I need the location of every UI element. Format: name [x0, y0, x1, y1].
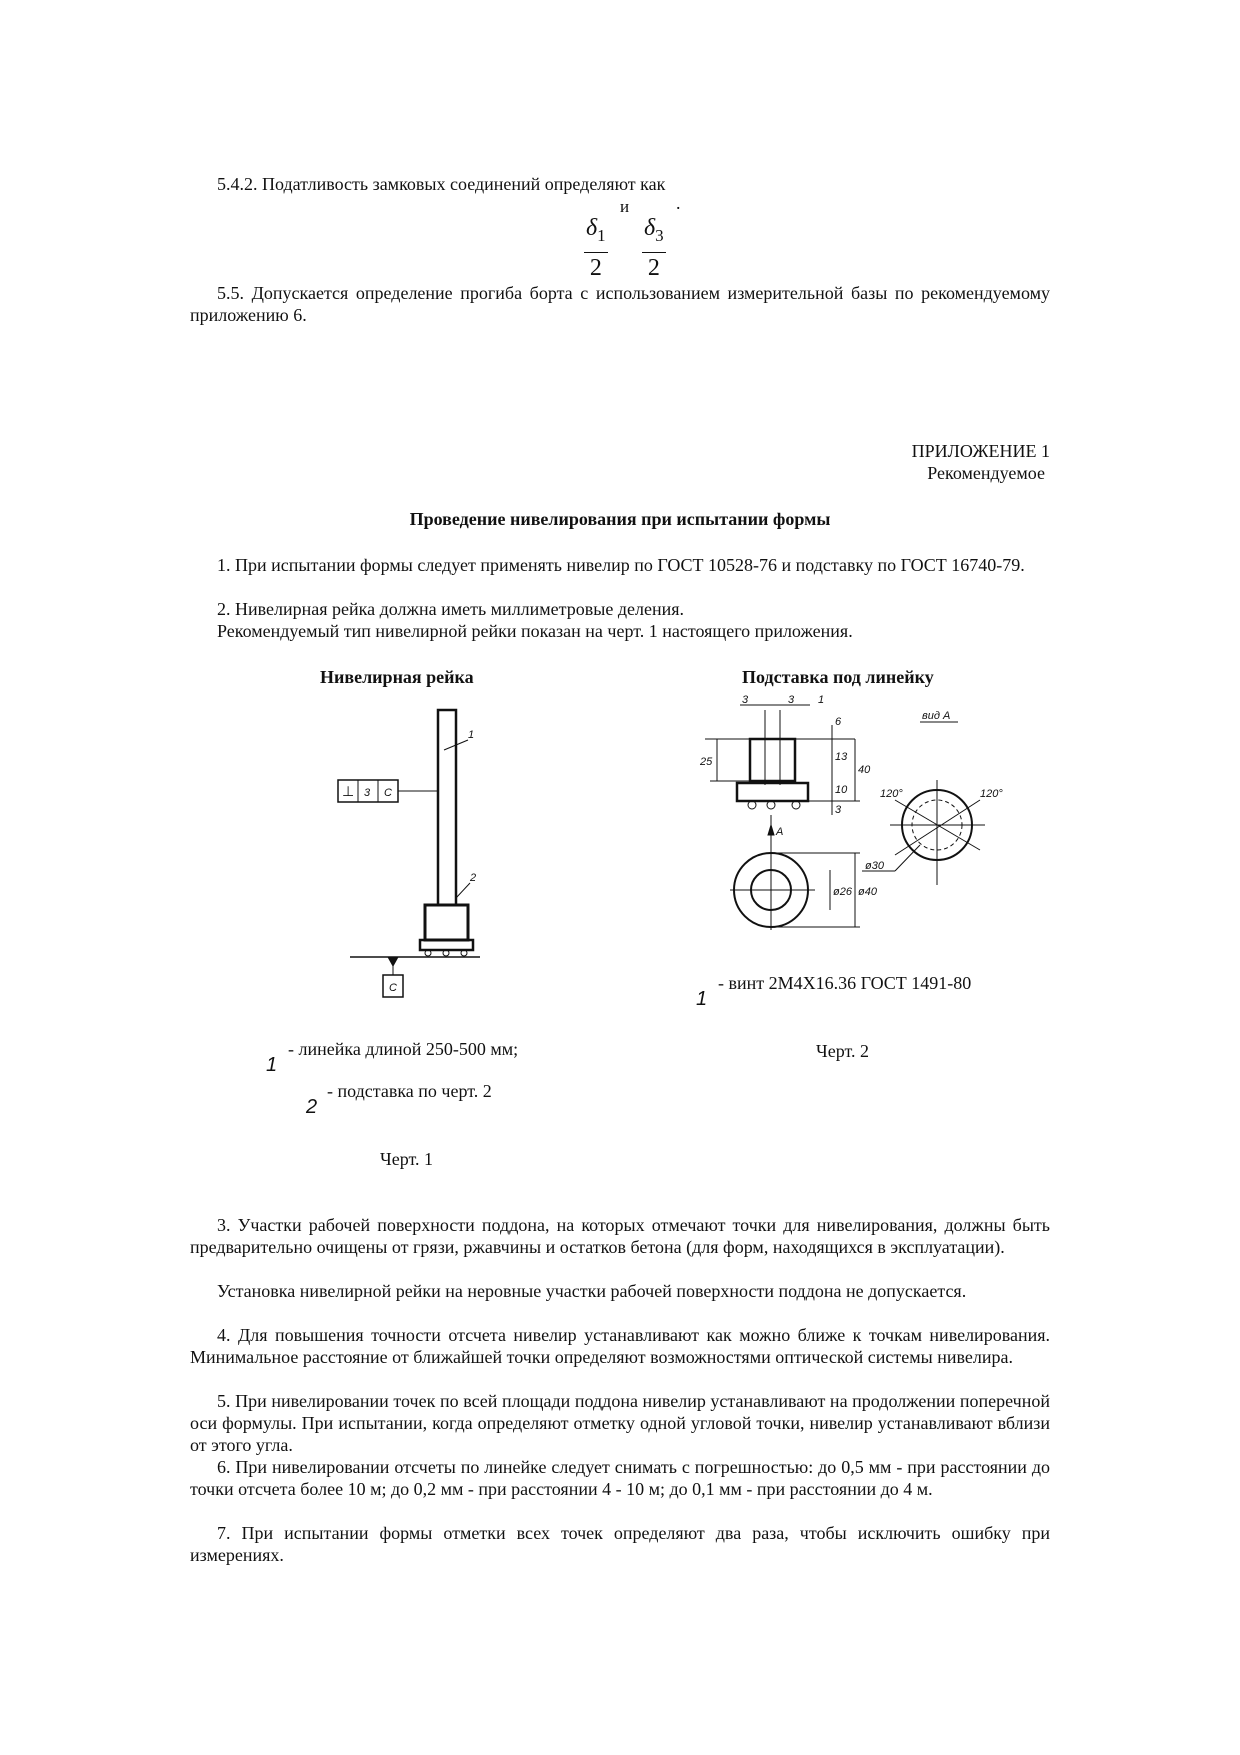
item-4: 4. Для повышения точности отсчета нивелир устанавливают как можно ближе к точкам нивелирования. Минимальное расстояние от ближайшей точки определяют возможностями оптической системы нивелира. — [190, 1325, 1050, 1367]
fig1-caption: Черт. 1 — [380, 1149, 433, 1169]
fig1-legend-1: - линейка длиной 250-500 мм; — [288, 1039, 519, 1059]
appendix-title: ПРИЛОЖЕНИЕ 1 — [911, 441, 1050, 461]
fig1-title: Нивелирная рейка — [320, 667, 474, 687]
item-1: 1. При испытании формы следует применять нивелир по ГОСТ 10528-76 и подставку по ГОСТ 16740-79. — [217, 555, 1025, 575]
svg-text:13: 13 — [835, 751, 848, 763]
fig1-legend-2-num: 2 — [306, 1096, 318, 1118]
svg-text:ø30: ø30 — [865, 860, 884, 872]
svg-text:3: 3 — [835, 804, 842, 816]
formula-fraction-3: $\frac{\delta_3}{2}$ — [644, 215, 664, 281]
item-7: 7. При испытании формы отметки всех точек определяют два раза, чтобы исключить ошибку при измерениях. — [190, 1523, 1050, 1565]
stand-shape — [425, 905, 468, 940]
fig1-legend-2: - подставка по черт. 2 — [327, 1081, 492, 1101]
label-1: 1 — [468, 729, 475, 741]
svg-text:120°: 120° — [980, 788, 1003, 800]
paragraph-5-5: 5.5. Допускается определение прогиба борта с использованием измерительной базы по рекомендуемому приложению 6. — [190, 283, 1050, 325]
fig2-legend-num: 1 — [696, 988, 708, 1010]
svg-text:25: 25 — [700, 756, 713, 768]
item-5: 5. При нивелировании точек по всей площади поддона нивелир устанавливают на продолжении поперечной оси формулы. При испытании, когда определяют отметку одной угловой точки, нивелир устанавливают вблизи от этого угла. — [190, 1391, 1050, 1455]
svg-text:40: 40 — [858, 764, 871, 776]
svg-text:ø26: ø26 — [833, 886, 852, 898]
formula-period: . — [676, 193, 681, 213]
fig2-legend: - винт 2М4Х16.36 ГОСТ 1491-80 — [718, 973, 972, 993]
appendix-heading: Проведение нивелирования при испытании формы — [409, 509, 831, 529]
fig1-drawing — [330, 700, 500, 1010]
appendix-status: Рекомендуемое — [927, 463, 1045, 483]
svg-text:А: А — [776, 826, 784, 838]
svg-text:3: 3 — [364, 787, 371, 799]
svg-text:3: 3 — [788, 695, 795, 706]
svg-text:⊥: ⊥ — [342, 783, 355, 799]
item-3: 3. Участки рабочей поверхности поддона, на которых отмечают точки для нивелирования, должны быть предварительно очищены от грязи, ржавчины и остатков бетона (для форм, находящихся в эксплуатации). — [190, 1215, 1050, 1257]
formula-conjunction: и — [620, 197, 630, 216]
svg-text:1: 1 — [818, 695, 825, 706]
item-3-note: Установка нивелирной рейки на неровные участки рабочей поверхности поддона не допускается. — [217, 1281, 967, 1301]
svg-text:вид А: вид А — [922, 710, 951, 722]
svg-text:ø40: ø40 — [858, 886, 877, 898]
fig2-drawing — [680, 695, 1020, 935]
fig2-title: Подставка под линейку — [742, 667, 934, 687]
item-2-note: Рекомендуемый тип нивелирной рейки показан на черт. 1 настоящего приложения. — [217, 621, 853, 641]
formula-fraction-1: $\frac{\delta_1}{2}$ — [586, 215, 606, 281]
svg-text:С: С — [389, 982, 397, 994]
ruler-shape — [438, 710, 456, 905]
fig1-legend-1-num: 1 — [266, 1054, 278, 1076]
svg-text:120°: 120° — [880, 788, 903, 800]
svg-text:6: 6 — [835, 716, 842, 728]
fig2-caption: Черт. 2 — [816, 1041, 869, 1061]
item-6: 6. При нивелировании отсчеты по линейке следует снимать с погрешностью: до 0,5 мм - при расстоянии до точки отсчета более 10 м; до 0,2 мм - при расстоянии 4 - 10 м; до 0,1 мм - при расстоянии до 4 м. — [190, 1457, 1050, 1499]
svg-text:С: С — [384, 787, 392, 799]
svg-text:2: 2 — [470, 872, 477, 884]
item-2: 2. Нивелирная рейка должна иметь миллиметровые деления. — [217, 599, 684, 619]
svg-text:3: 3 — [742, 695, 749, 706]
paragraph-5-4-2: 5.4.2. Податливость замковых соединений определяют как — [217, 174, 666, 194]
svg-text:10: 10 — [835, 784, 848, 796]
